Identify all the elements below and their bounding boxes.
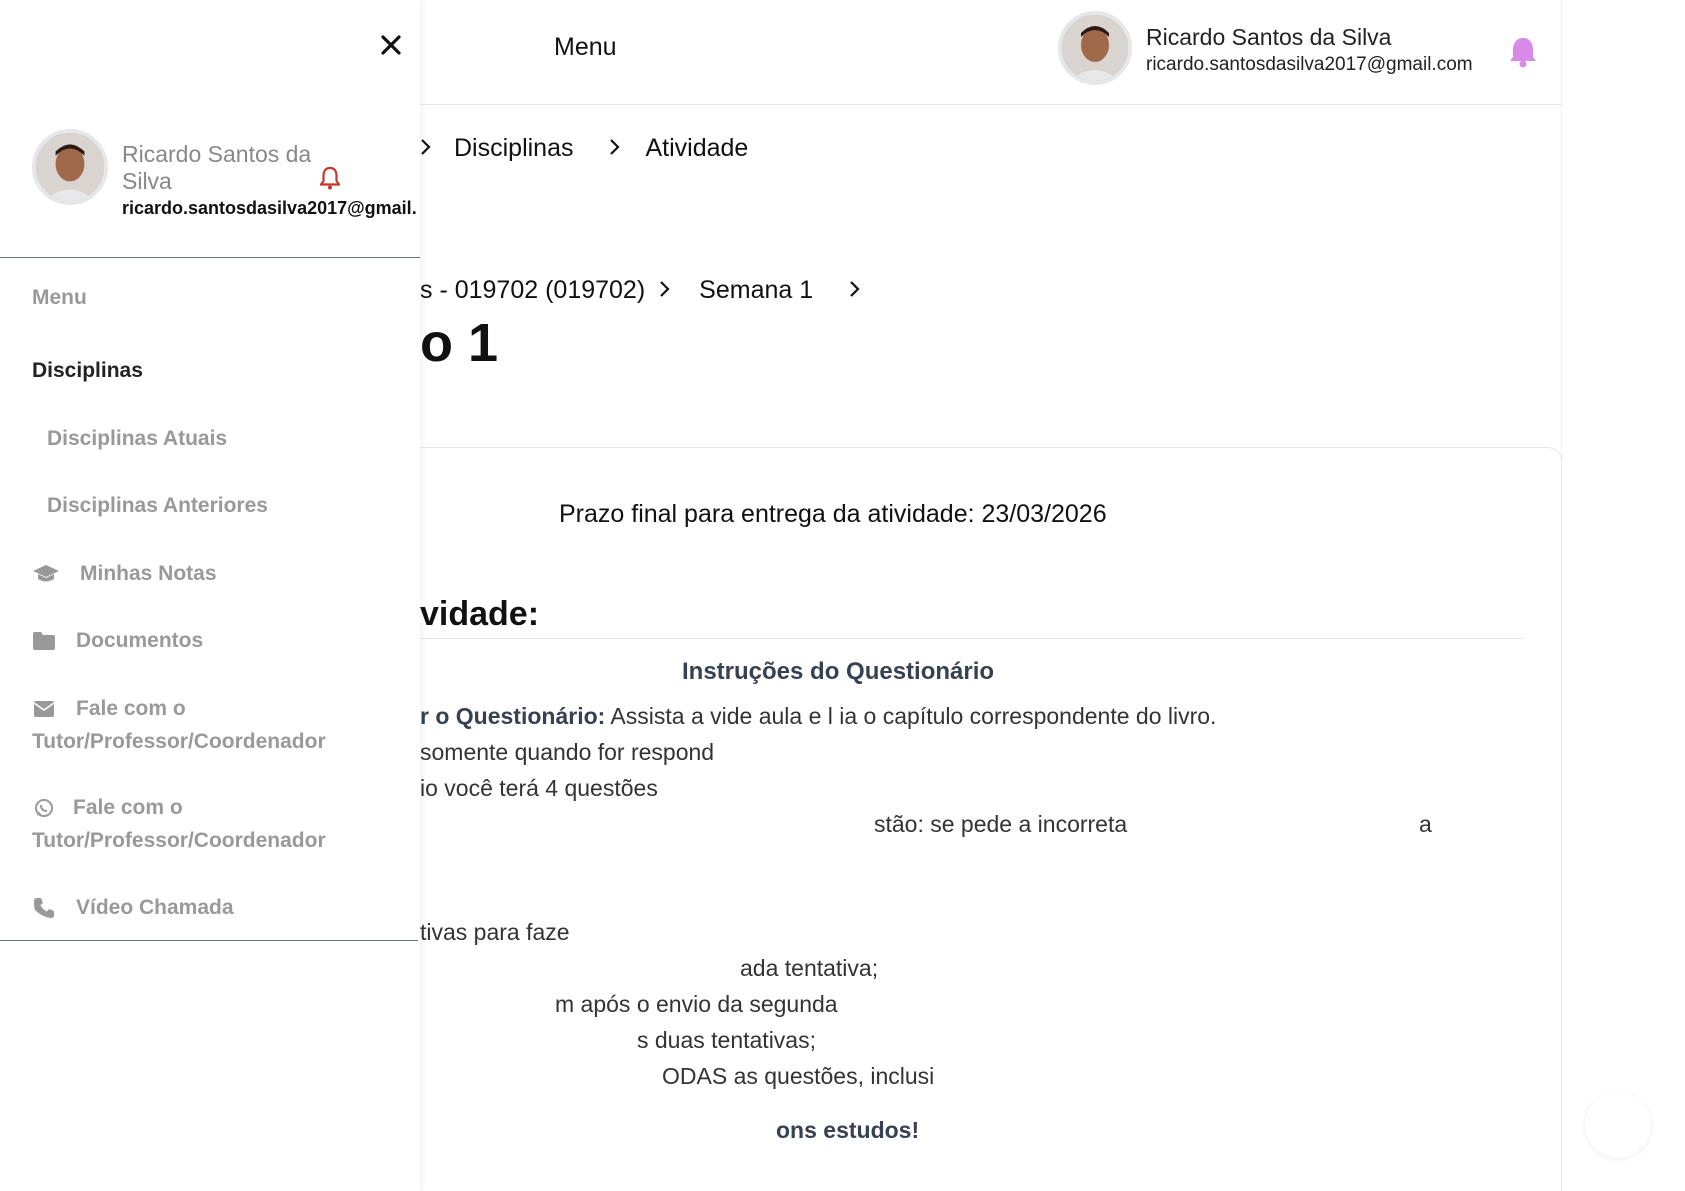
closing-text: ons estudos! bbox=[776, 1117, 920, 1143]
sidebar-item-disciplinas-atuais[interactable]: Disciplinas Atuais bbox=[47, 427, 228, 450]
sidebar-item-disciplinas-anteriores[interactable]: Disciplinas Anteriores bbox=[47, 494, 268, 517]
instructions-title: Instruções do Questionário bbox=[682, 658, 995, 685]
sidebar-item-label: Tutor/Professor/Coordenador bbox=[32, 829, 326, 852]
topbar-user-name: Ricardo Santos da Silva bbox=[1146, 24, 1392, 50]
sidebar-item-label: Minhas Notas bbox=[80, 562, 217, 585]
right-gutter bbox=[1562, 0, 1685, 1191]
sidebar-item-label: Tutor/Professor/Coordenador bbox=[32, 730, 326, 753]
instruction-line: s duas tentativas; bbox=[637, 1027, 816, 1053]
instruction-line: tivas para faze bbox=[420, 919, 570, 945]
chevron-right-icon bbox=[609, 134, 621, 163]
menu-heading: Menu bbox=[32, 286, 87, 309]
breadcrumb-atividade[interactable]: Atividade bbox=[645, 133, 749, 162]
chevron-right-icon bbox=[849, 276, 861, 305]
instruction-line bbox=[420, 703, 1216, 730]
topbar-user-email: ricardo.santosdasilva2017@gmail.com bbox=[1146, 54, 1473, 75]
graduation-cap-icon bbox=[32, 562, 60, 586]
bell-icon[interactable] bbox=[1510, 36, 1536, 73]
chevron-right-icon bbox=[420, 134, 432, 163]
sidebar-item-label: Fale com o bbox=[76, 697, 186, 720]
instruction-line: m após o envio da segunda bbox=[555, 991, 838, 1017]
sidebar-item-documentos[interactable] bbox=[32, 629, 203, 653]
instruction-bold: r o Questionário: bbox=[420, 703, 606, 729]
instruction-line: io você terá 4 questões bbox=[420, 775, 658, 801]
instruction-line: a bbox=[1419, 811, 1432, 837]
breadcrumb-week[interactable]: Semana 1 bbox=[699, 275, 814, 304]
divider bbox=[0, 940, 418, 941]
drawer-user-email: ricardo.santosdasilva2017@gmail. bbox=[122, 198, 417, 218]
sidebar-item-fale-email[interactable] bbox=[32, 692, 326, 758]
divider bbox=[420, 638, 1524, 639]
page-title: o 1 bbox=[420, 313, 499, 373]
instruction-text: Assista a vide aula e l ia o capítulo correspondente do livro. bbox=[605, 703, 1217, 729]
folder-icon bbox=[32, 629, 56, 653]
phone-icon bbox=[32, 896, 56, 920]
bell-icon[interactable] bbox=[320, 166, 340, 195]
whatsapp-icon bbox=[32, 796, 56, 820]
sidebar-item-disciplinas[interactable]: Disciplinas bbox=[32, 359, 143, 382]
sidebar-item-label: Vídeo Chamada bbox=[76, 896, 234, 919]
breadcrumb-course[interactable]: s - 019702 (019702) bbox=[420, 275, 646, 304]
course-breadcrumb bbox=[420, 274, 889, 306]
chevron-right-icon bbox=[659, 276, 671, 305]
instruction-line: ada tentativa; bbox=[740, 955, 879, 981]
deadline-text: Prazo final para entrega da atividade: 23/03/2026 bbox=[559, 500, 1107, 528]
avatar[interactable] bbox=[32, 129, 108, 205]
instruction-line: stão: se pede a incorreta bbox=[874, 811, 1128, 837]
sidebar-item-minhas-notas[interactable] bbox=[32, 562, 217, 586]
avatar[interactable] bbox=[1058, 11, 1132, 85]
breadcrumb bbox=[420, 132, 748, 164]
side-drawer bbox=[0, 0, 420, 1191]
instruction-line: ODAS as questões, inclusi bbox=[662, 1063, 935, 1089]
activity-section-heading: vidade: bbox=[420, 595, 540, 633]
envelope-icon bbox=[32, 697, 56, 721]
chat-launcher-button[interactable] bbox=[1585, 1092, 1651, 1158]
drawer-user-name: Ricardo Santos da Silva bbox=[122, 141, 312, 194]
breadcrumb-disciplinas[interactable]: Disciplinas bbox=[454, 133, 574, 162]
sidebar-item-label: Documentos bbox=[76, 629, 204, 652]
divider bbox=[0, 257, 420, 258]
sidebar-item-fale-whatsapp[interactable] bbox=[32, 791, 326, 857]
instruction-line: somente quando for respond bbox=[420, 739, 715, 765]
sidebar-item-label: Fale com o bbox=[73, 796, 183, 819]
sidebar-item-video-chamada[interactable] bbox=[32, 896, 234, 920]
close-icon[interactable] bbox=[376, 30, 406, 60]
topbar-menu-label[interactable]: Menu bbox=[554, 33, 617, 61]
